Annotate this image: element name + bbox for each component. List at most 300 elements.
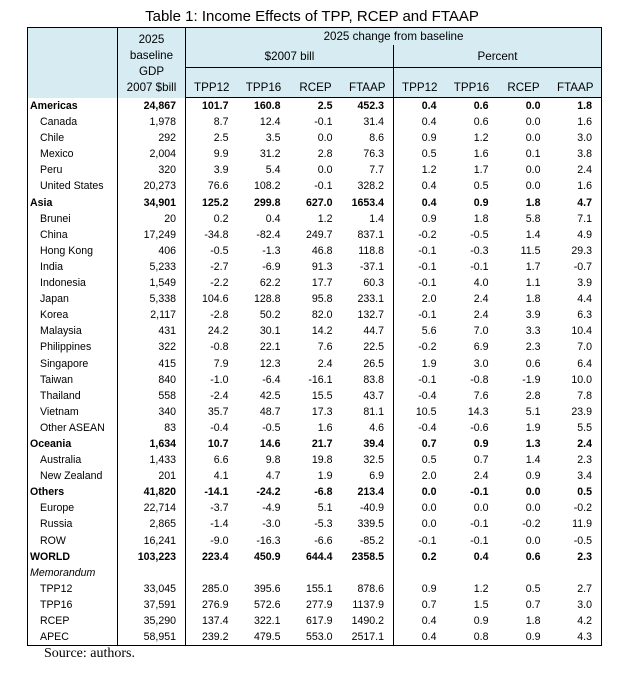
row-label: China bbox=[28, 227, 118, 243]
row-label: India bbox=[28, 259, 118, 275]
bill-cell: 17.7 bbox=[311, 277, 333, 290]
percent-cell: 1.7 bbox=[525, 260, 541, 273]
percent-cell: 0.0 bbox=[525, 132, 541, 145]
bill-cell: -3.0 bbox=[262, 518, 281, 531]
bill-cell: 30.1 bbox=[259, 325, 281, 338]
row-label: Vietnam bbox=[28, 404, 118, 420]
percent-cell: 7.0 bbox=[473, 325, 489, 338]
bill-cell: -0.5 bbox=[262, 421, 281, 434]
percent-cell: 2.8 bbox=[525, 389, 541, 402]
table-row bbox=[28, 195, 602, 211]
percent-cell: 23.9 bbox=[550, 404, 602, 420]
bill-cell: 1490.2 bbox=[351, 615, 384, 627]
percent-cell: 1.8 bbox=[525, 615, 541, 627]
bill-cell: -6.8 bbox=[314, 486, 333, 499]
gdp-cell: 1,978 bbox=[118, 114, 186, 130]
bill-cell: 17.3 bbox=[311, 405, 333, 418]
bill-cell: 10.7 bbox=[186, 436, 238, 452]
row-label: Australia bbox=[28, 452, 118, 468]
row-label: United States bbox=[28, 178, 118, 194]
percent-cell: -0.1 bbox=[470, 534, 489, 547]
percent-cell: 3.8 bbox=[550, 146, 602, 162]
bill-cell: -0.1 bbox=[314, 180, 333, 193]
table-body bbox=[28, 98, 602, 646]
table-row bbox=[28, 211, 602, 227]
bill-cell: 276.9 bbox=[186, 597, 238, 613]
bill-cell: 14.2 bbox=[311, 325, 333, 338]
table-row bbox=[28, 307, 602, 323]
percent-cell: 0.4 bbox=[394, 178, 446, 194]
percent-cell: 0.5 bbox=[394, 146, 446, 162]
bill-cell: -0.1 bbox=[314, 116, 333, 129]
row-label: Europe bbox=[28, 500, 118, 516]
gdp-cell: 5,233 bbox=[118, 259, 186, 275]
table-row bbox=[28, 500, 602, 516]
bill-cell: 5.4 bbox=[265, 164, 281, 177]
bill-cell: 249.7 bbox=[305, 228, 333, 241]
table-row bbox=[28, 404, 602, 420]
percent-cell: 0.4 bbox=[394, 195, 446, 211]
header-region-cell bbox=[28, 28, 118, 98]
percent-cell: 1.5 bbox=[473, 598, 489, 611]
bill-cell: 108.2 bbox=[253, 180, 281, 193]
percent-cell bbox=[394, 565, 446, 581]
percent-cell: -0.4 bbox=[394, 388, 446, 404]
percent-cell: 6.4 bbox=[550, 356, 602, 372]
bill-cell: -6.4 bbox=[262, 373, 281, 386]
percent-cell: 1.9 bbox=[394, 356, 446, 372]
bill-cell: 2.8 bbox=[317, 148, 333, 161]
percent-cell: 1.2 bbox=[473, 582, 489, 595]
bill-cell: 91.3 bbox=[311, 260, 333, 273]
percent-cell: -0.5 bbox=[550, 533, 602, 549]
bill-cell: 627.0 bbox=[305, 196, 333, 209]
bill-cell: 7.6 bbox=[317, 341, 333, 354]
percent-cell: 6.9 bbox=[473, 341, 489, 354]
row-label: TPP12 bbox=[28, 581, 118, 597]
percent-cell: -0.1 bbox=[394, 259, 446, 275]
percent-cell: 3.3 bbox=[525, 325, 541, 338]
bill-cell: 132.7 bbox=[357, 309, 384, 322]
bill-cell: 6.6 bbox=[186, 452, 238, 468]
bill-cell: 19.8 bbox=[311, 454, 333, 467]
table-row bbox=[28, 516, 602, 532]
bill-cell: -2.7 bbox=[186, 259, 238, 275]
bill-cell: 60.3 bbox=[363, 277, 384, 290]
percent-cell: 0.9 bbox=[394, 130, 446, 146]
gdp-cell: 35,290 bbox=[118, 613, 186, 629]
bill-cell: -1.0 bbox=[186, 372, 238, 388]
gdp-cell: 5,338 bbox=[118, 291, 186, 307]
bill-cell: -34.8 bbox=[186, 227, 238, 243]
table-row bbox=[28, 468, 602, 484]
percent-cell: 3.9 bbox=[550, 275, 602, 291]
bill-cell: 104.6 bbox=[186, 291, 238, 307]
percent-cell: 11.9 bbox=[550, 516, 602, 532]
bill-cell: 82.0 bbox=[311, 309, 333, 322]
bill-cell: 128.8 bbox=[253, 293, 281, 306]
bill-cell: -82.4 bbox=[256, 228, 281, 241]
bill-cell: -14.1 bbox=[186, 484, 238, 500]
bill-cell: 878.6 bbox=[357, 582, 384, 595]
bill-cell: 32.5 bbox=[363, 454, 384, 467]
percent-cell: 0.5 bbox=[550, 484, 602, 500]
gdp-cell: 103,223 bbox=[118, 549, 186, 565]
bill-cell: 4.7 bbox=[265, 470, 281, 483]
bill-cell: 644.4 bbox=[305, 550, 333, 563]
percent-cell: 1.8 bbox=[473, 212, 489, 225]
bill-cell: 479.5 bbox=[238, 629, 290, 646]
percent-cell: 0.7 bbox=[525, 598, 541, 611]
row-label: Brunei bbox=[28, 211, 118, 227]
percent-cell: 0.9 bbox=[473, 196, 489, 209]
row-label: Others bbox=[28, 484, 118, 500]
row-label: Other ASEAN bbox=[28, 420, 118, 436]
gdp-cell: 558 bbox=[118, 388, 186, 404]
table-row bbox=[28, 243, 602, 259]
table-row bbox=[28, 98, 602, 115]
table-row bbox=[28, 388, 602, 404]
bill-cell: -16.3 bbox=[256, 534, 281, 547]
gdp-cell: 34,901 bbox=[118, 195, 186, 211]
col-header-tpp12-bill: TPP12 bbox=[186, 68, 238, 98]
table-row bbox=[28, 372, 602, 388]
percent-cell: -0.2 bbox=[522, 518, 541, 531]
bill-cell: 239.2 bbox=[186, 629, 238, 646]
table-row bbox=[28, 484, 602, 500]
bill-cell bbox=[238, 565, 290, 581]
bill-cell: 9.8 bbox=[265, 454, 281, 467]
percent-cell: 1.9 bbox=[525, 421, 541, 434]
percent-cell: 2.7 bbox=[550, 581, 602, 597]
bill-cell: -2.8 bbox=[186, 307, 238, 323]
bill-cell: 24.2 bbox=[186, 323, 238, 339]
percent-cell: 0.7 bbox=[394, 436, 446, 452]
percent-cell: 0.4 bbox=[394, 613, 446, 629]
percent-cell: -0.1 bbox=[394, 243, 446, 259]
bill-cell: 76.6 bbox=[186, 178, 238, 194]
percent-cell: -0.1 bbox=[394, 275, 446, 291]
gdp-cell: 1,634 bbox=[118, 436, 186, 452]
bill-cell: 617.9 bbox=[305, 615, 333, 627]
percent-cell: 1.4 bbox=[525, 454, 541, 467]
percent-cell: 0.5 bbox=[473, 180, 489, 193]
bill-cell: -2.2 bbox=[186, 275, 238, 291]
bill-cell: -9.0 bbox=[186, 533, 238, 549]
row-label: Peru bbox=[28, 162, 118, 178]
percent-cell: 0.6 bbox=[446, 98, 498, 115]
bill-cell: 395.6 bbox=[253, 582, 281, 595]
gdp-cell: 17,249 bbox=[118, 227, 186, 243]
percent-cell: 2.4 bbox=[473, 470, 489, 483]
bill-cell: 15.5 bbox=[311, 389, 333, 402]
bill-cell: 2.4 bbox=[317, 357, 333, 370]
gdp-cell: 20 bbox=[118, 211, 186, 227]
percent-cell: 2.3 bbox=[550, 549, 602, 565]
bill-cell: 0.0 bbox=[317, 132, 333, 145]
bill-cell: 50.2 bbox=[259, 309, 281, 322]
bill-cell: -2.4 bbox=[186, 388, 238, 404]
gdp-cell: 320 bbox=[118, 162, 186, 178]
row-label: Thailand bbox=[28, 388, 118, 404]
percent-cell: 2.4 bbox=[550, 162, 602, 178]
percent-cell: 11.5 bbox=[520, 244, 541, 257]
percent-cell: 3.9 bbox=[525, 309, 541, 322]
bill-cell: 160.8 bbox=[238, 98, 290, 115]
bill-cell: -85.2 bbox=[359, 534, 384, 547]
header-change-from-baseline: 2025 change from baseline bbox=[186, 28, 602, 46]
row-label: Americas bbox=[28, 98, 118, 115]
percent-cell bbox=[498, 565, 550, 581]
bill-cell: 0.2 bbox=[186, 211, 238, 227]
bill-cell: 5.1 bbox=[317, 502, 333, 515]
bill-cell: -4.9 bbox=[262, 502, 281, 515]
bill-cell: 8.6 bbox=[369, 132, 384, 145]
row-label: Japan bbox=[28, 291, 118, 307]
row-label: Russia bbox=[28, 516, 118, 532]
bill-cell: 0.4 bbox=[265, 212, 281, 225]
bill-cell: 1.2 bbox=[317, 212, 333, 225]
row-label: New Zealand bbox=[28, 468, 118, 484]
row-label: Korea bbox=[28, 307, 118, 323]
table-row bbox=[28, 178, 602, 194]
percent-cell: -0.3 bbox=[470, 244, 489, 257]
bill-cell: -37.1 bbox=[359, 260, 384, 273]
table-title: Table 1: Income Effects of TPP, RCEP and FTAAP bbox=[145, 8, 479, 25]
percent-cell: 1.1 bbox=[525, 277, 541, 290]
percent-cell: 7.6 bbox=[473, 389, 489, 402]
col-header-tpp16-bill: TPP16 bbox=[238, 68, 290, 98]
bill-cell: 277.9 bbox=[305, 598, 333, 611]
bill-cell: 81.1 bbox=[363, 405, 384, 418]
table-row bbox=[28, 114, 602, 130]
bill-cell: 3.5 bbox=[265, 132, 281, 145]
bill-cell: -0.4 bbox=[186, 420, 238, 436]
income-effects-table bbox=[27, 27, 602, 646]
row-label: Philippines bbox=[28, 339, 118, 355]
bill-cell: 39.4 bbox=[363, 437, 384, 450]
bill-cell: 12.4 bbox=[259, 116, 281, 129]
bill-cell: 137.4 bbox=[186, 613, 238, 629]
gdp-cell: 16,241 bbox=[118, 533, 186, 549]
bill-cell: 0.0 bbox=[317, 164, 333, 177]
bill-cell: 44.7 bbox=[363, 325, 384, 338]
percent-cell: 1.8 bbox=[550, 98, 602, 115]
percent-cell: 1.6 bbox=[550, 178, 602, 194]
percent-cell: -0.7 bbox=[550, 259, 602, 275]
gdp-cell: 83 bbox=[118, 420, 186, 436]
gdp-cell: 2,004 bbox=[118, 146, 186, 162]
percent-cell: 10.5 bbox=[394, 404, 446, 420]
bill-cell: 22.5 bbox=[363, 341, 384, 354]
bill-cell: 14.6 bbox=[259, 437, 281, 450]
table-row bbox=[28, 597, 602, 613]
percent-cell: 0.6 bbox=[525, 357, 541, 370]
gdp-cell: 201 bbox=[118, 468, 186, 484]
bill-cell: 233.1 bbox=[357, 293, 384, 306]
percent-cell: 0.4 bbox=[394, 629, 446, 646]
header-gdp-cell bbox=[118, 28, 186, 98]
percent-cell: 4.7 bbox=[550, 195, 602, 211]
percent-cell: 1.2 bbox=[473, 132, 489, 145]
percent-cell: 1.7 bbox=[473, 164, 489, 177]
bill-cell: 125.2 bbox=[186, 195, 238, 211]
bill-cell: 1137.9 bbox=[352, 598, 384, 611]
bill-cell: 572.6 bbox=[253, 598, 281, 611]
bill-cell: 3.9 bbox=[186, 162, 238, 178]
percent-cell: 1.6 bbox=[550, 114, 602, 130]
bill-cell: 101.7 bbox=[186, 98, 238, 115]
percent-cell: 1.3 bbox=[525, 437, 541, 450]
table-row bbox=[28, 613, 602, 629]
row-label: Canada bbox=[28, 114, 118, 130]
percent-cell: 4.2 bbox=[550, 613, 602, 629]
table-row bbox=[28, 452, 602, 468]
row-label: Malaysia bbox=[28, 323, 118, 339]
percent-cell: 0.9 bbox=[473, 615, 489, 627]
bill-cell: 31.2 bbox=[259, 148, 281, 161]
bill-cell bbox=[186, 565, 238, 581]
percent-cell: -0.2 bbox=[394, 339, 446, 355]
col-header-rcep-bill: RCEP bbox=[290, 68, 342, 98]
bill-cell: 21.7 bbox=[311, 437, 333, 450]
percent-cell: 0.1 bbox=[525, 148, 541, 161]
percent-cell: 1.2 bbox=[394, 162, 446, 178]
bill-cell: 6.9 bbox=[369, 470, 384, 483]
table-row bbox=[28, 323, 602, 339]
gdp-cell: 292 bbox=[118, 130, 186, 146]
bill-cell: 9.9 bbox=[186, 146, 238, 162]
percent-cell: 0.4 bbox=[394, 114, 446, 130]
percent-cell: 2.0 bbox=[394, 468, 446, 484]
bill-cell: 299.8 bbox=[253, 196, 281, 209]
row-label: ROW bbox=[28, 533, 118, 549]
percent-cell: -0.1 bbox=[470, 260, 489, 273]
gdp-cell: 406 bbox=[118, 243, 186, 259]
bill-cell: 95.8 bbox=[311, 293, 333, 306]
bill-cell: 837.1 bbox=[357, 228, 384, 241]
bill-cell: -0.8 bbox=[186, 339, 238, 355]
row-label: Singapore bbox=[28, 356, 118, 372]
gdp-cell: 20,273 bbox=[118, 178, 186, 194]
bill-cell: 4.6 bbox=[369, 421, 384, 434]
row-label: WORLD bbox=[28, 549, 118, 565]
table-row bbox=[28, 581, 602, 597]
percent-cell: 4.0 bbox=[473, 277, 489, 290]
bill-cell bbox=[290, 565, 342, 581]
bill-cell: -6.9 bbox=[262, 260, 281, 273]
table-row bbox=[28, 356, 602, 372]
bill-cell: 2.5 bbox=[290, 98, 342, 115]
table-header bbox=[28, 28, 602, 98]
percent-cell: 1.6 bbox=[473, 148, 489, 161]
bill-cell: -0.5 bbox=[186, 243, 238, 259]
percent-cell: -0.1 bbox=[470, 518, 489, 531]
percent-cell: 4.3 bbox=[550, 629, 602, 646]
bill-cell: 26.5 bbox=[363, 357, 384, 370]
bill-cell: 35.7 bbox=[186, 404, 238, 420]
gdp-cell: 37,591 bbox=[118, 597, 186, 613]
row-label: Hong Kong bbox=[28, 243, 118, 259]
header-gdp-line: baseline bbox=[129, 48, 174, 62]
percent-cell: 5.6 bbox=[394, 323, 446, 339]
table-row bbox=[28, 275, 602, 291]
bill-cell: 7.7 bbox=[369, 164, 384, 177]
bill-cell: 213.4 bbox=[357, 486, 384, 499]
gdp-cell: 2,865 bbox=[118, 516, 186, 532]
bill-cell: 450.9 bbox=[253, 550, 281, 563]
row-label: Indonesia bbox=[28, 275, 118, 291]
bill-cell: -3.7 bbox=[186, 500, 238, 516]
table-row bbox=[28, 420, 602, 436]
table-row bbox=[28, 629, 602, 646]
gdp-cell: 415 bbox=[118, 356, 186, 372]
bill-cell: 339.5 bbox=[357, 518, 384, 531]
percent-cell: 0.0 bbox=[394, 516, 446, 532]
percent-cell: 0.0 bbox=[394, 500, 446, 516]
percent-cell: 4.9 bbox=[550, 227, 602, 243]
table-row bbox=[28, 291, 602, 307]
percent-cell: 2.3 bbox=[550, 452, 602, 468]
percent-cell: 0.4 bbox=[473, 550, 489, 563]
row-label: Memorandum bbox=[28, 565, 118, 581]
percent-cell: 5.1 bbox=[525, 405, 541, 418]
percent-cell: 7.1 bbox=[550, 211, 602, 227]
table-row bbox=[28, 146, 602, 162]
bill-cell: 83.8 bbox=[363, 373, 384, 386]
percent-cell: 1.4 bbox=[525, 228, 541, 241]
gdp-cell: 1,549 bbox=[118, 275, 186, 291]
row-label: Oceania bbox=[28, 436, 118, 452]
gdp-cell: 431 bbox=[118, 323, 186, 339]
table-row bbox=[28, 436, 602, 452]
bill-cell: -5.3 bbox=[314, 518, 333, 531]
percent-cell: 3.0 bbox=[473, 357, 489, 370]
percent-cell: 0.0 bbox=[525, 116, 541, 129]
bill-cell: 43.7 bbox=[363, 389, 384, 402]
bill-cell: 322.1 bbox=[253, 615, 281, 627]
percent-cell: -0.4 bbox=[394, 420, 446, 436]
gdp-cell: 1,433 bbox=[118, 452, 186, 468]
percent-cell: 0.9 bbox=[394, 581, 446, 597]
percent-cell: 0.0 bbox=[473, 502, 489, 515]
percent-cell: 7.8 bbox=[550, 388, 602, 404]
percent-cell: 0.6 bbox=[525, 550, 541, 563]
percent-cell: 1.8 bbox=[525, 293, 541, 306]
bill-cell: 285.0 bbox=[186, 581, 238, 597]
gdp-cell: 2,117 bbox=[118, 307, 186, 323]
percent-cell: 29.3 bbox=[550, 243, 602, 259]
gdp-cell: 340 bbox=[118, 404, 186, 420]
percent-cell: 0.7 bbox=[473, 454, 489, 467]
gdp-cell: 33,045 bbox=[118, 581, 186, 597]
row-label: Asia bbox=[28, 195, 118, 211]
percent-cell: -0.8 bbox=[470, 373, 489, 386]
percent-cell: 5.5 bbox=[550, 420, 602, 436]
col-header-ftaap-pct: FTAAP bbox=[550, 68, 602, 98]
bill-cell: -16.1 bbox=[308, 373, 333, 386]
bill-cell: -1.3 bbox=[262, 244, 281, 257]
percent-cell: 0.9 bbox=[394, 211, 446, 227]
bill-cell: 1.4 bbox=[369, 212, 384, 225]
percent-cell: 0.2 bbox=[394, 549, 446, 565]
col-header-tpp12-pct: TPP12 bbox=[394, 68, 446, 98]
percent-cell: 2.4 bbox=[550, 436, 602, 452]
percent-cell: 0.6 bbox=[473, 116, 489, 129]
header-gdp-line: GDP bbox=[138, 64, 165, 78]
row-label: Chile bbox=[28, 130, 118, 146]
bill-cell: 553.0 bbox=[290, 629, 342, 646]
